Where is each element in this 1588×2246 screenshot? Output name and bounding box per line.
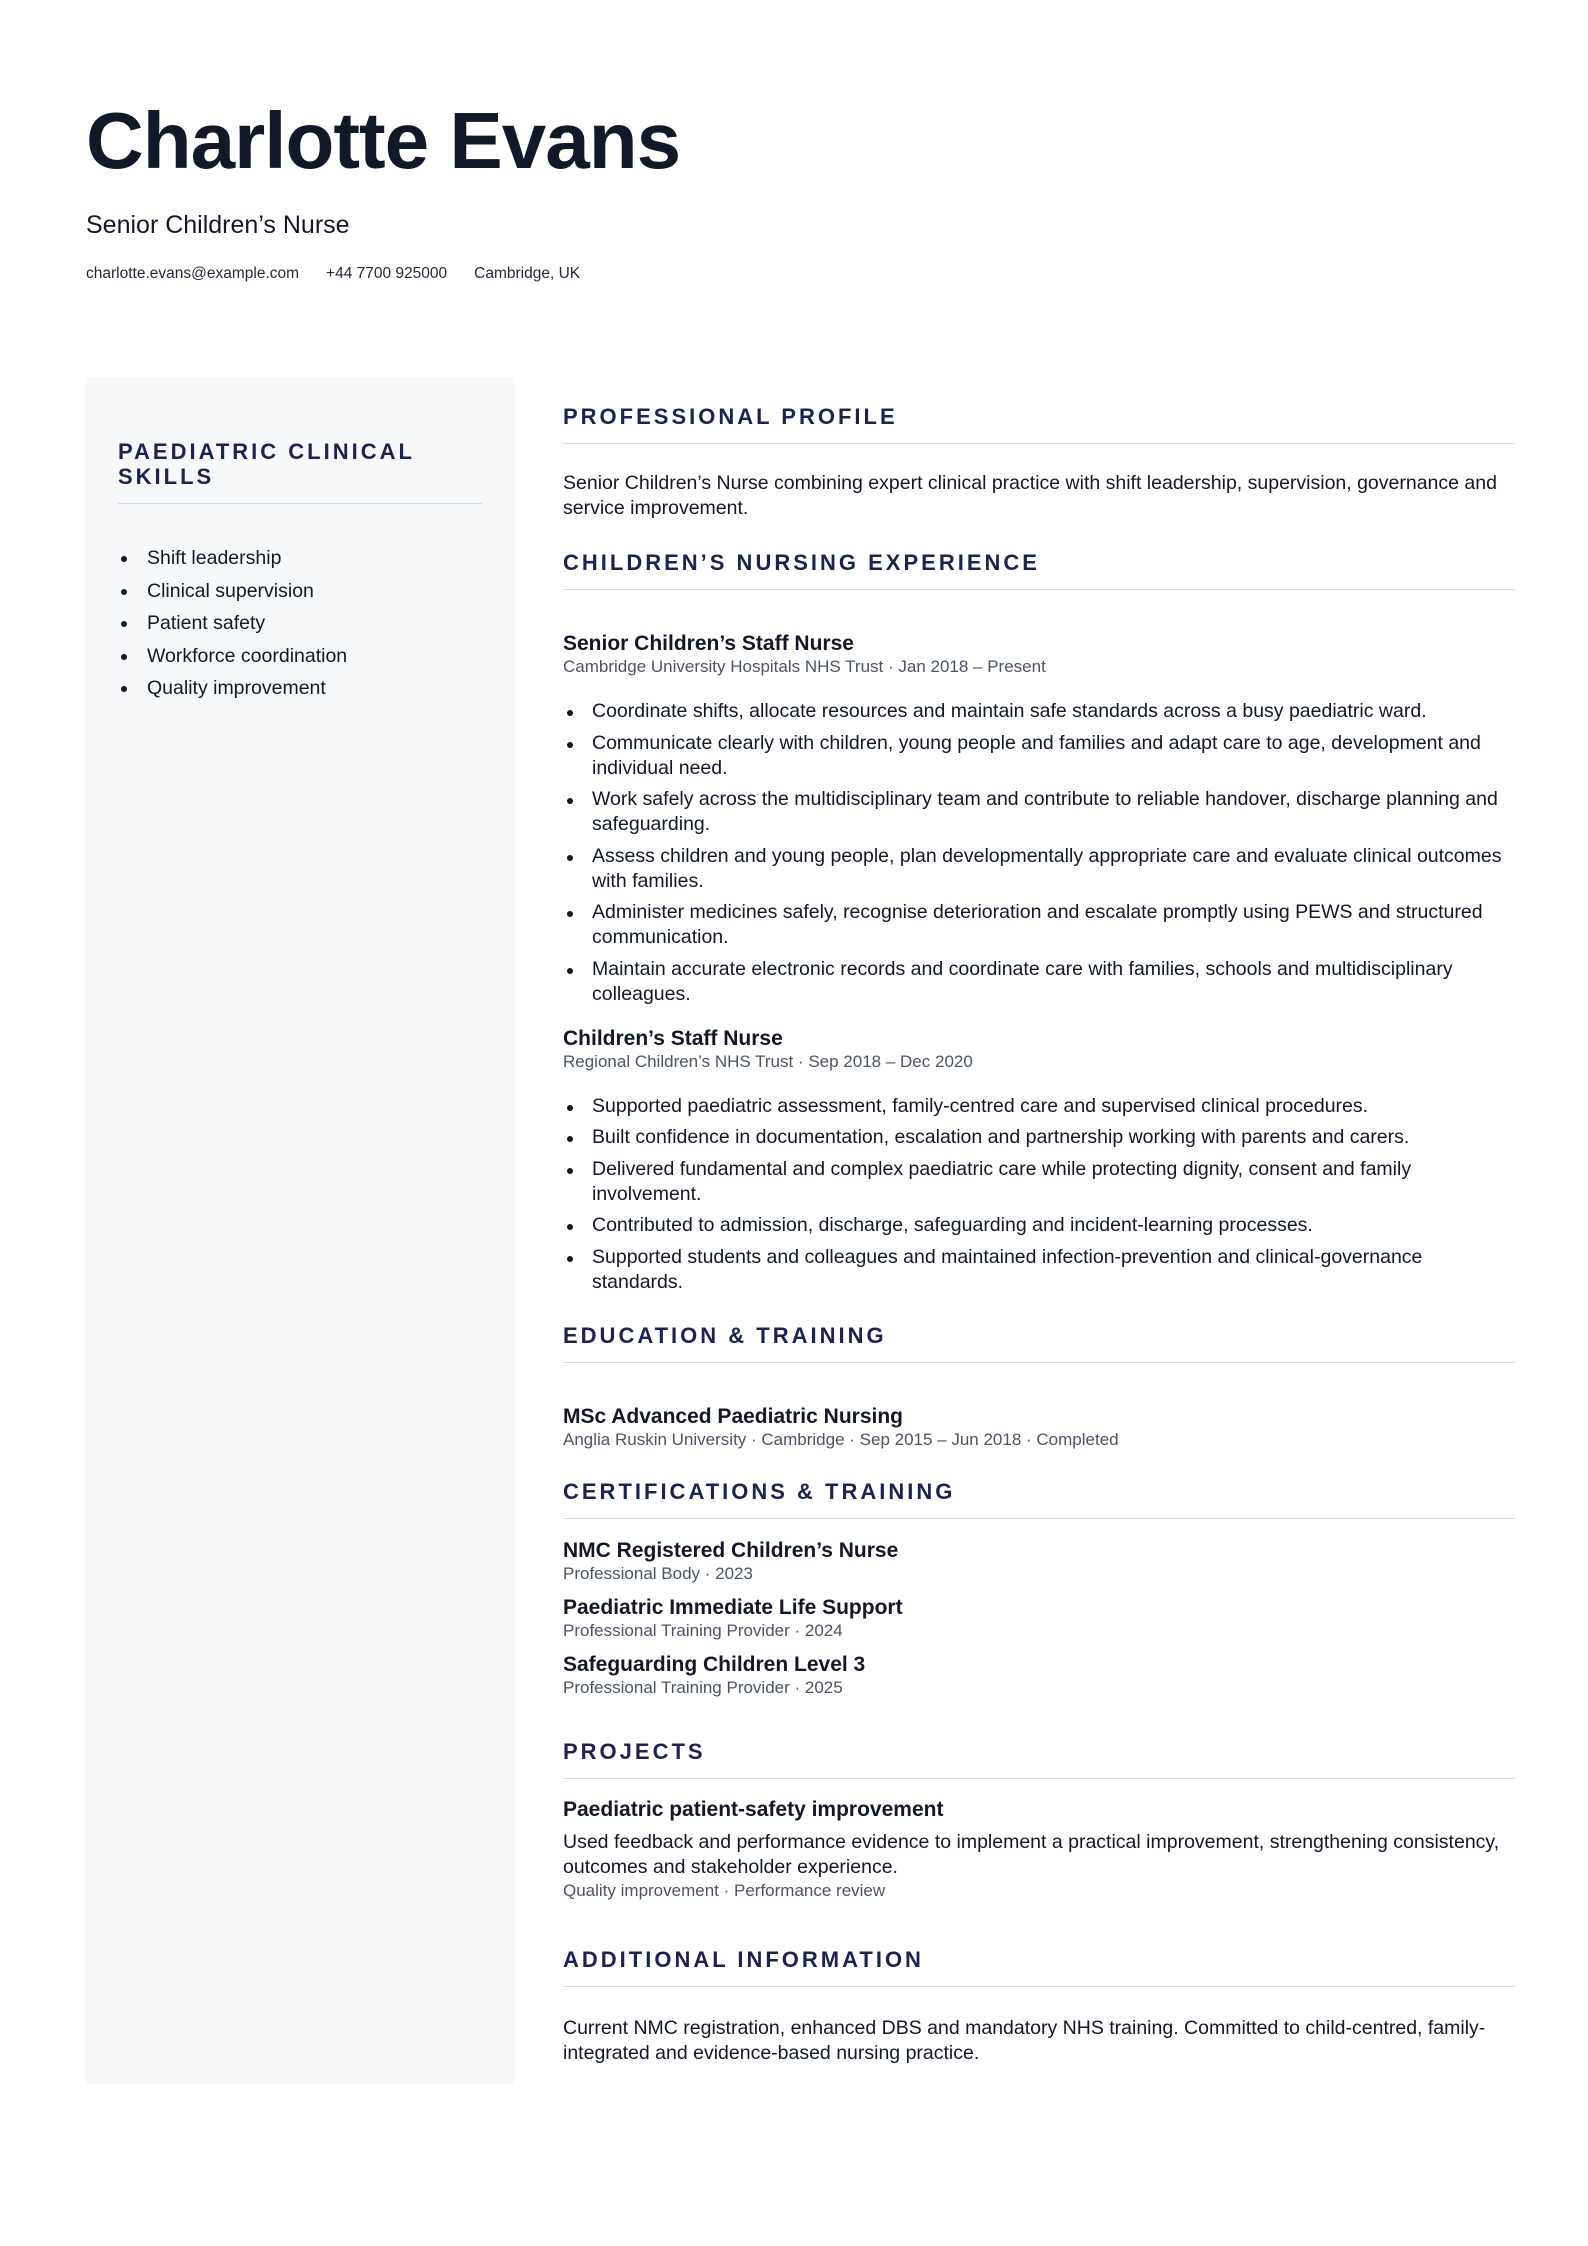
profile-heading: PROFESSIONAL PROFILE	[563, 402, 1515, 444]
project-title: Paediatric patient-safety improvement	[563, 1797, 944, 1821]
job-bullet: Assess children and young people, plan developmentally appropriate care and evaluate clinical outcomes with families.	[563, 844, 1515, 894]
main-content	[563, 402, 1515, 2066]
additional-section	[563, 1945, 1515, 2066]
profile-section	[563, 402, 1515, 521]
experience-section	[563, 548, 1515, 1295]
additional-text: Current NMC registration, enhanced DBS and mandatory NHS training. Committed to child-centred, family-integrated and evidence-based nursing practice.	[563, 2016, 1486, 2064]
job-entry	[563, 1026, 1515, 1295]
job-title: Children’s Staff Nurse	[563, 1026, 783, 1050]
experience-heading: CHILDREN’S NURSING EXPERIENCE	[563, 548, 1515, 590]
skill-item: Workforce coordination	[118, 640, 482, 673]
job-bullet: Coordinate shifts, allocate resources and maintain safe standards across a busy paediatric ward.	[563, 699, 1515, 724]
certification-item	[563, 1595, 1515, 1642]
degree-title: MSc Advanced Paediatric Nursing	[563, 1404, 903, 1428]
skill-item: Clinical supervision	[118, 575, 482, 608]
projects-heading: PROJECTS	[563, 1737, 1515, 1779]
certifications-section	[563, 1477, 1515, 1699]
certifications-heading: CERTIFICATIONS & TRAINING	[563, 1477, 1515, 1519]
certification-details: Professional Body · 2023	[563, 1563, 753, 1583]
certification-details: Professional Training Provider · 2024	[563, 1620, 843, 1640]
contact-location: Cambridge, UK	[474, 265, 581, 282]
skill-item: Patient safety	[118, 607, 482, 640]
project-description: Used feedback and performance evidence to implement a practical improvement, strengthening consistency, outcomes and stakeholder experience.	[563, 1830, 1500, 1878]
job-bullet: Administer medicines safely, recognise deterioration and escalate promptly using PEWS and structured communication.	[563, 900, 1515, 950]
certification-item	[563, 1652, 1515, 1699]
skills-list	[118, 542, 482, 705]
contact-phone[interactable]: +44 7700 925000	[326, 265, 448, 282]
certification-item	[563, 1538, 1515, 1585]
education-section	[563, 1321, 1515, 1451]
candidate-role: Senior Children’s Nurse	[86, 211, 350, 239]
skills-heading: PAEDIATRIC CLINICAL SKILLS	[118, 439, 482, 504]
certification-title: Paediatric Immediate Life Support	[563, 1595, 903, 1619]
skill-item: Quality improvement	[118, 672, 482, 705]
job-employer-dates: Regional Children’s NHS Trust · Sep 2018 – Dec 2020	[563, 1051, 973, 1071]
skills-sidebar	[86, 377, 514, 2084]
certification-details: Professional Training Provider · 2025	[563, 1677, 843, 1697]
job-bullet: Maintain accurate electronic records and coordinate care with families, schools and multidisciplinary colleagues.	[563, 957, 1515, 1007]
degree-details: Anglia Ruskin University · Cambridge · Sep 2015 – Jun 2018 · Completed	[563, 1429, 1119, 1449]
candidate-name: Charlotte Evans	[86, 96, 681, 185]
contact-email[interactable]: charlotte.evans@example.com	[86, 265, 300, 282]
profile-text: Senior Children’s Nurse combining expert clinical practice with shift leadership, supervision, governance and service improvement.	[563, 472, 1497, 519]
education-heading: EDUCATION & TRAINING	[563, 1321, 1515, 1363]
certification-title: Safeguarding Children Level 3	[563, 1652, 866, 1676]
education-entry	[563, 1404, 1515, 1451]
job-bullets	[563, 699, 1515, 1007]
job-bullet: Delivered fundamental and complex paediatric care while protecting dignity, consent and family involvement.	[563, 1157, 1515, 1207]
job-bullets	[563, 1094, 1515, 1295]
job-title: Senior Children’s Staff Nurse	[563, 632, 854, 655]
additional-heading: ADDITIONAL INFORMATION	[563, 1945, 1515, 1987]
job-bullet: Contributed to admission, discharge, safeguarding and incident-learning processes.	[563, 1213, 1515, 1238]
contact-line	[86, 264, 1506, 284]
resume-header	[86, 96, 1506, 284]
job-bullet: Communicate clearly with children, young people and families and adapt care to age, development and individual need.	[563, 731, 1515, 781]
job-bullet: Supported students and colleagues and maintained infection-prevention and clinical-governance standards.	[563, 1245, 1515, 1295]
job-entry	[563, 631, 1515, 1007]
project-entry	[563, 1797, 1515, 1902]
job-employer-dates: Cambridge University Hospitals NHS Trust · Jan 2018 – Present	[563, 657, 1046, 676]
job-bullet: Supported paediatric assessment, family-centred care and supervised clinical procedures.	[563, 1094, 1515, 1119]
certification-title: NMC Registered Children’s Nurse	[563, 1538, 899, 1562]
job-bullet: Work safely across the multidisciplinary team and contribute to reliable handover, discharge planning and safeguarding.	[563, 787, 1515, 837]
project-tags: Quality improvement · Performance review	[563, 1880, 886, 1900]
job-bullet: Built confidence in documentation, escalation and partnership working with parents and carers.	[563, 1125, 1515, 1150]
projects-section	[563, 1737, 1515, 1902]
skill-item: Shift leadership	[118, 542, 482, 575]
